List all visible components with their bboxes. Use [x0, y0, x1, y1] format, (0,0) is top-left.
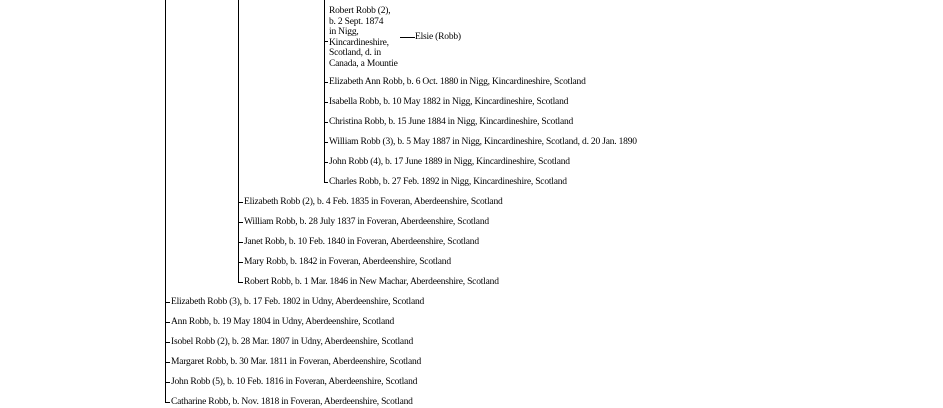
person-entry: John Robb (4), b. 17 June 1889 in Nigg, Kincardineshire, Scotland — [329, 157, 570, 167]
person-entry: Elizabeth Robb (2), b. 4 Feb. 1835 in Foveran, Aberdeenshire, Scotland — [244, 197, 503, 207]
person-line: Robert Robb (2), — [329, 6, 391, 16]
tree-branch — [238, 242, 243, 243]
spouse-elsie-robb: Elsie (Robb) — [415, 32, 461, 42]
tree-branch — [238, 202, 243, 203]
tree-branch — [324, 41, 328, 42]
tree-branch — [324, 122, 328, 123]
person-entry: Christina Robb, b. 15 June 1884 in Nigg, Kincardineshire, Scotland — [329, 117, 574, 127]
person-line: Canada, a Mountie — [329, 58, 398, 69]
person-entry: Isabella Robb, b. 10 May 1882 in Nigg, Kincardineshire, Scotland — [329, 97, 569, 107]
person-entry: William Robb, b. 28 July 1837 in Foveran, Aberdeenshire, Scotland — [244, 217, 489, 227]
tree-branch — [324, 182, 328, 183]
tree-branch — [324, 142, 328, 143]
person-entry: Elizabeth Robb (3), b. 17 Feb. 1802 in Udny, Aberdeenshire, Scotland — [171, 297, 425, 307]
tree-branch — [165, 402, 170, 403]
person-entry: Charles Robb, b. 27 Feb. 1892 in Nigg, Kincardineshire, Scotland — [329, 177, 567, 187]
tree-branch — [165, 322, 170, 323]
tree-branch — [324, 162, 328, 163]
tree-branch — [165, 382, 170, 383]
tree-branch — [165, 302, 170, 303]
person-entry: Elizabeth Ann Robb, b. 6 Oct. 1880 in Nigg, Kincardineshire, Scotland — [329, 77, 586, 87]
person-entry: Mary Robb, b. 1842 in Foveran, Aberdeenshire, Scotland — [244, 257, 451, 267]
person-line: in Nigg, — [329, 27, 359, 37]
tree-branch — [238, 262, 243, 263]
person-entry: William Robb (3), b. 5 May 1887 in Nigg, Kincardineshire, Scotland, d. 20 Jan. 1890 — [329, 137, 637, 147]
person-line: b. 2 Sept. 1874 — [329, 16, 384, 27]
tree-branch — [165, 362, 170, 363]
tree-branch — [238, 282, 243, 283]
tree-branch — [324, 82, 328, 83]
person-entry: Catharine Robb, b. Nov. 1818 in Foveran, Aberdeenshire, Scotland — [171, 397, 413, 407]
person-entry: Margaret Robb, b. 30 Mar. 1811 in Foveran, Aberdeenshire, Scotland — [171, 357, 422, 367]
tree-connector-level3 — [324, 0, 325, 182]
person-entry: Ann Robb, b. 19 May 1804 in Udny, Aberdeenshire, Scotland — [171, 317, 395, 327]
tree-branch — [238, 222, 243, 223]
person-entry: Isobel Robb (2), b. 28 Mar. 1807 in Udny, Aberdeenshire, Scotland — [171, 337, 414, 347]
person-robert-robb-2 — [329, 6, 398, 69]
spouse-connector — [400, 37, 415, 38]
person-entry: Janet Robb, b. 10 Feb. 1840 in Foveran, Aberdeenshire, Scotland — [244, 237, 479, 247]
person-line: Kincardineshire, — [329, 37, 389, 48]
person-entry: Robert Robb, b. 1 Mar. 1846 in New Machar, Aberdeenshire, Scotland — [244, 277, 499, 287]
tree-branch — [165, 342, 170, 343]
tree-connector-level2 — [238, 0, 239, 282]
tree-branch — [324, 102, 328, 103]
person-entry: John Robb (5), b. 10 Feb. 1816 in Foveran, Aberdeenshire, Scotland — [171, 377, 418, 387]
person-line: Scotland, d. in — [329, 48, 381, 58]
